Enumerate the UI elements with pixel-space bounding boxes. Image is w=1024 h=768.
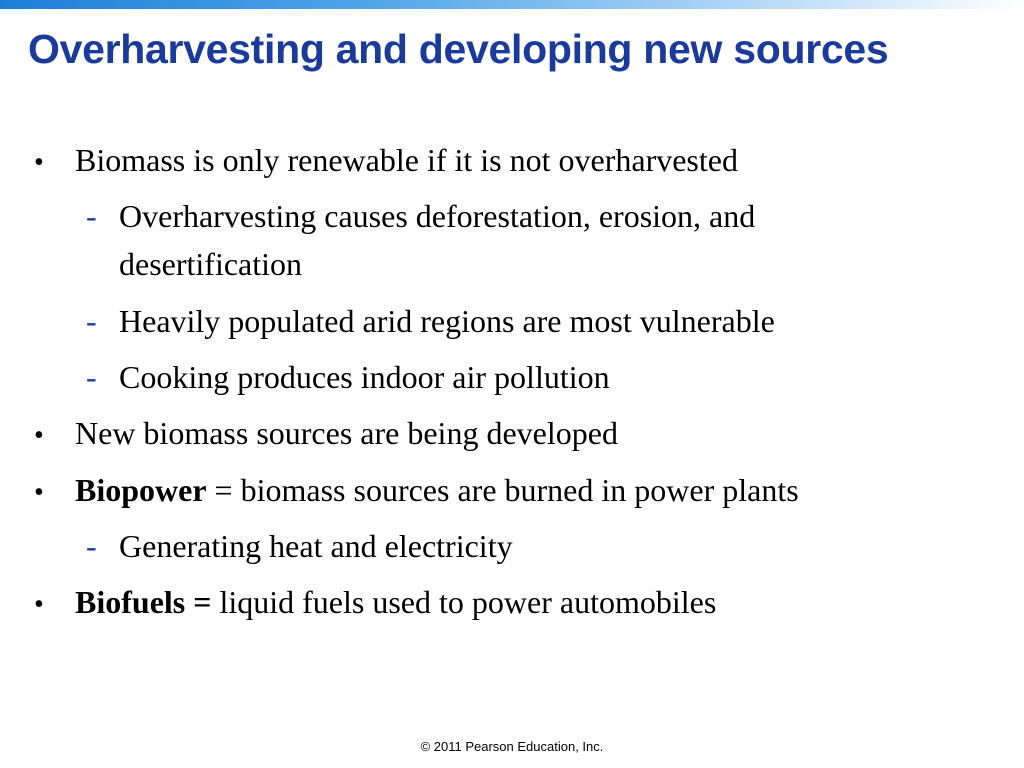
sub-bullet-marker: -: [86, 198, 97, 234]
sub-bullet-text: Cooking produces indoor air pollution: [119, 359, 610, 395]
sub-bullet-marker: -: [86, 359, 97, 395]
sub-bullet-text: Generating heat and electricity: [119, 528, 513, 564]
bullet-item: [34, 466, 799, 517]
bullet-term: Biopower: [75, 472, 207, 508]
bullet-item: [34, 136, 738, 187]
bullet-marker: •: [34, 147, 44, 178]
sub-bullet-text: Overharvesting causes deforestation, erosion, and desertification: [119, 198, 756, 282]
sub-bullet-item: [86, 192, 939, 288]
copyright-footer: © 2011 Pearson Education, Inc.: [420, 739, 604, 754]
sub-bullet-text: Heavily populated arid regions are most vulnerable: [119, 303, 775, 339]
sub-bullet-marker: -: [86, 303, 97, 339]
bullet-marker: •: [34, 589, 44, 620]
sub-bullet-item: [86, 522, 513, 570]
sub-bullet-item: [86, 297, 775, 345]
bullet-marker: •: [34, 477, 44, 508]
sub-bullet-item: [86, 353, 610, 401]
bullet-text: New biomass sources are being developed: [75, 415, 618, 451]
bullet-term: Biofuels =: [75, 584, 212, 620]
bullet-item: [34, 578, 716, 629]
sub-bullet-marker: -: [86, 528, 97, 564]
bullet-text: = biomass sources are burned in power plants: [214, 472, 799, 508]
bullet-item: [34, 409, 618, 460]
bullet-text: Biomass is only renewable if it is not overharvested: [75, 142, 738, 178]
bullet-text: liquid fuels used to power automobiles: [219, 584, 717, 620]
slide-title: Overharvesting and developing new sources: [28, 26, 889, 72]
bullet-marker: •: [34, 420, 44, 451]
